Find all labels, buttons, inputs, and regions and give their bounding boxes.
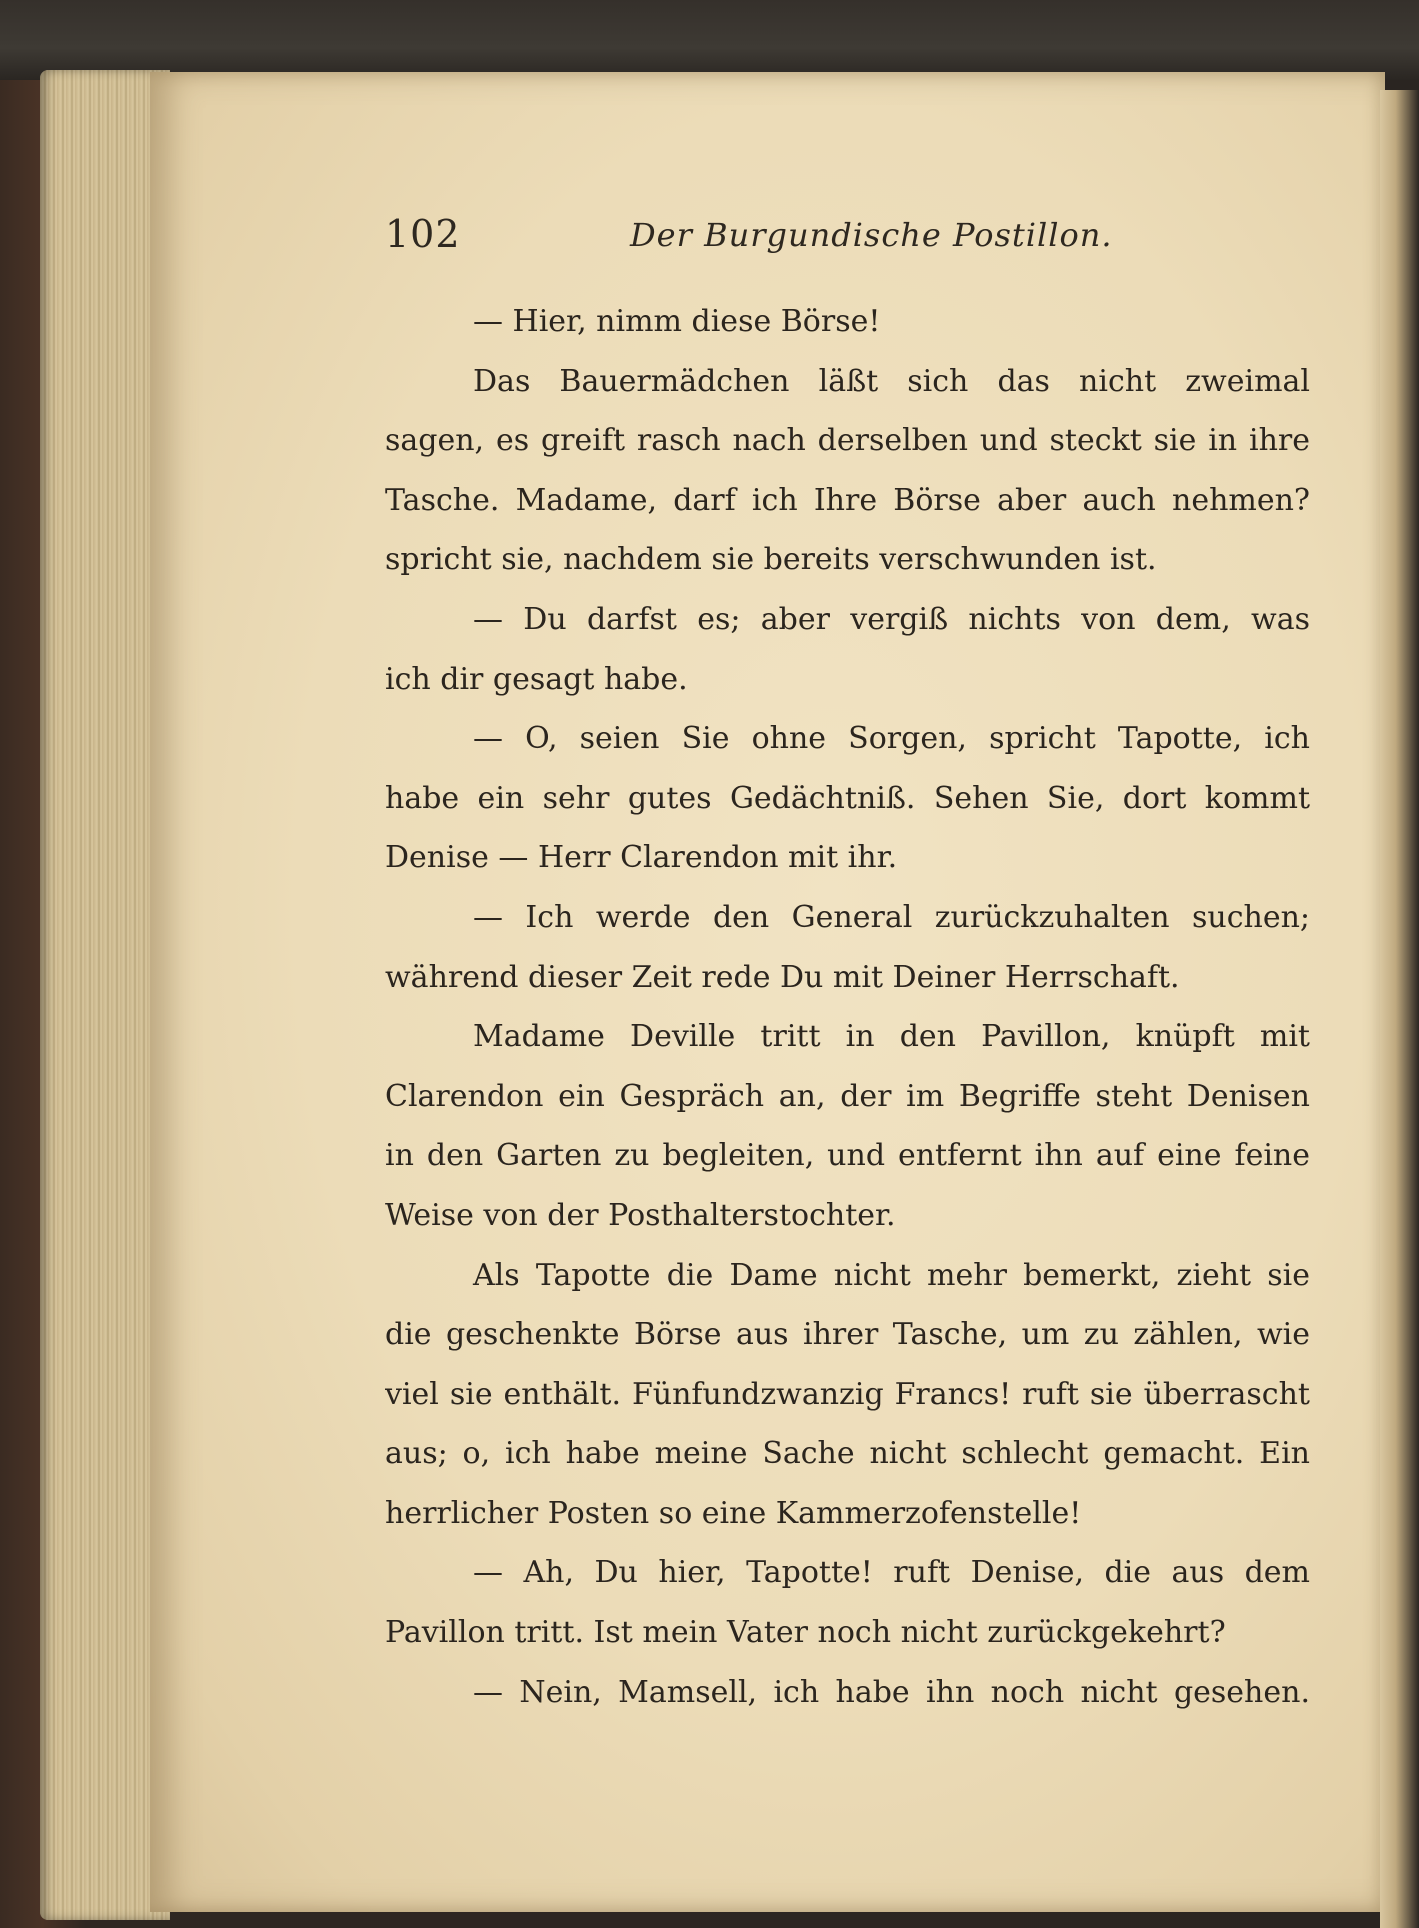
text-line: viel sie enthält. Fünfundzwanzig Francs! ruft sie überrascht (385, 1376, 1310, 1412)
text-line: Als Tapotte die Dame nicht mehr bemerkt, zieht sie (473, 1257, 1310, 1293)
text-line: — Ich werde den General zurückzuhalten suchen; (473, 899, 1310, 935)
text-line: Madame Deville tritt in den Pavillon, knüpft mit (473, 1019, 1310, 1055)
text-line: ich dir gesagt habe. (385, 661, 688, 697)
text-line: spricht sie, nachdem sie bereits verschwunden ist. (385, 542, 1157, 578)
text-line: — Du darfst es; aber vergiß nichts von dem, was (473, 601, 1310, 637)
cover-top-edge (0, 0, 1419, 80)
text-line: habe ein sehr gutes Gedächtniß. Sehen Sie, dort kommt (385, 780, 1310, 816)
text-line: Clarendon ein Gespräch an, der im Begriffe steht Denisen (385, 1078, 1310, 1114)
text-line: während dieser Zeit rede Du mit Deiner Herrschaft. (385, 959, 1180, 995)
text-line: aus; o, ich habe meine Sache nicht schlecht gemacht. Ein (385, 1436, 1310, 1472)
text-line: — O, seien Sie ohne Sorgen, spricht Tapotte, ich (473, 721, 1310, 757)
text-line: — Hier, nimm diese Börse! (473, 304, 881, 339)
body-text (385, 292, 1310, 1722)
text-line: die geschenkte Börse aus ihrer Tasche, um zu zählen, wie (385, 1317, 1310, 1353)
text-line: Pavillon tritt. Ist mein Vater noch nicht zurückgekehrt? (385, 1615, 1226, 1651)
text-line: — Ah, Du hier, Tapotte! ruft Denise, die aus dem (473, 1555, 1310, 1591)
page-right-edge (1380, 90, 1419, 1928)
text-line: Das Bauermädchen läßt sich das nicht zweimal (473, 363, 1310, 399)
text-line: in den Garten zu begleiten, und entfernt ihn auf eine feine (385, 1138, 1310, 1174)
running-head (385, 212, 1315, 266)
text-line: herrlicher Posten so eine Kammerzofenstelle! (385, 1495, 1082, 1531)
text-line: — Nein, Mamsell, ich habe ihn noch nicht gesehen. (473, 1674, 1310, 1710)
text-line: Tasche. Madame, darf ich Ihre Börse aber auch nehmen? (385, 482, 1310, 518)
text-line: Weise von der Posthalterstochter. (385, 1197, 896, 1233)
text-line: Denise — Herr Clarendon mit ihr. (385, 840, 898, 876)
running-title: Der Burgundische Postillon. (630, 216, 1113, 254)
text-line: sagen, es greift rasch nach derselben und steckt sie in ihre (385, 423, 1310, 459)
page-number: 102 (385, 212, 461, 256)
